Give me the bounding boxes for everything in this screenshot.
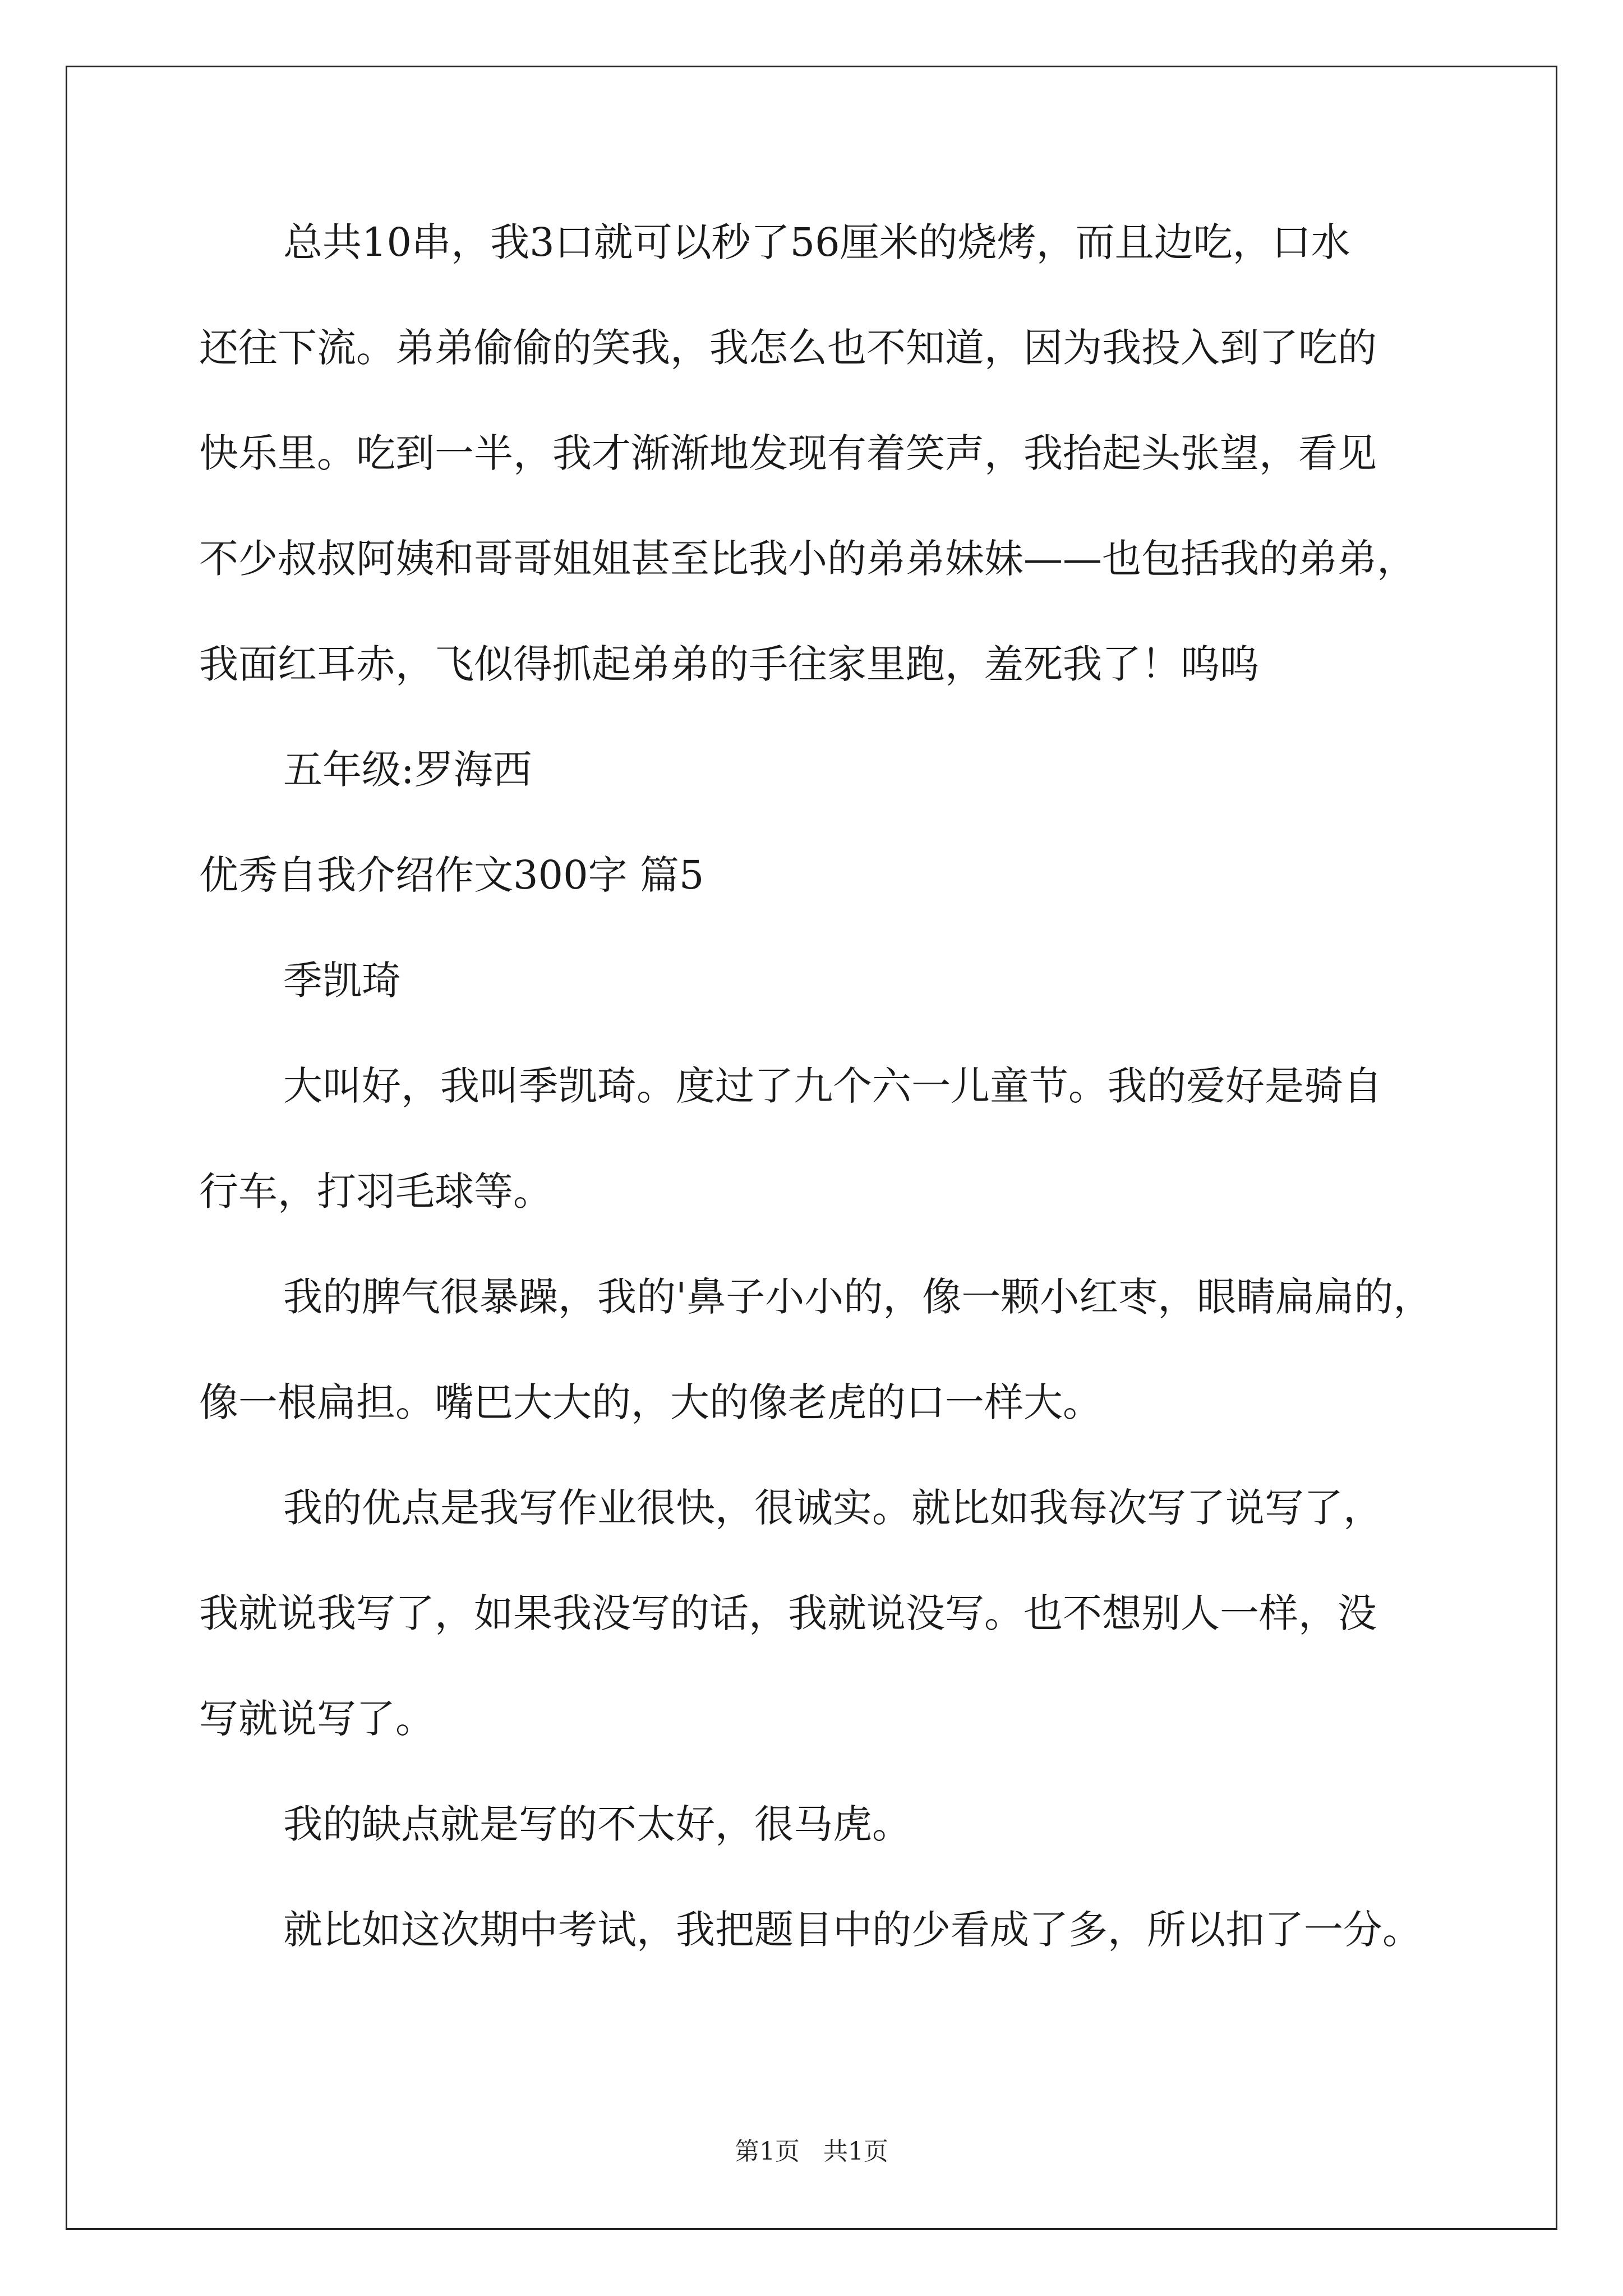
text-line: 像一根扁担。嘴巴大大的，大的像老虎的口一样大。	[199, 1379, 1102, 1425]
paragraph	[199, 1060, 1433, 1218]
paragraph	[199, 954, 1433, 1007]
paragraph	[199, 743, 1433, 796]
text-line: 不少叔叔阿姨和哥哥姐姐甚至比我小的弟弟妹妹——也包括我的弟弟，	[199, 536, 1416, 582]
page-footer	[0, 2136, 1623, 2168]
text-line: 我的脾气很暴躁，我的'鼻子小小的，像一颗小红枣，眼睛扁扁的，	[283, 1274, 1433, 1320]
page-total: 共1页	[823, 2137, 888, 2166]
text-line: 我就说我写了，如果我没写的话，我就说没写。也不想别人一样，没	[199, 1590, 1377, 1636]
text-line: 还往下流。弟弟偷偷的笑我，我怎么也不知道，因为我投入到了吃的	[199, 325, 1377, 371]
text-line: 写就说写了。	[199, 1696, 435, 1742]
author-name: 季凯琦	[283, 958, 401, 1004]
text-line: 总共10串，我3口就可以秒了56厘米的烧烤，而且边吃，口水	[283, 219, 1350, 265]
text-line: 快乐里。吃到一半，我才渐渐地发现有着笑声，我抬起头张望，看见	[199, 430, 1377, 476]
author-line: 五年级:罗海西	[283, 747, 532, 793]
document-body	[199, 216, 1433, 2009]
paragraph	[199, 1903, 1433, 1956]
page-number: 第1页	[735, 2137, 800, 2166]
text-line: 行车，打羽毛球等。	[199, 1168, 552, 1214]
text-line: 我的缺点就是写的不太好，很马虎。	[283, 1801, 911, 1847]
paragraph	[199, 1481, 1433, 1745]
text-line: 就比如这次期中考试，我把题目中的少看成了多，所以扣了一分。	[283, 1907, 1422, 1953]
paragraph	[199, 216, 1433, 691]
text-line: 我的优点是我写作业很快，很诚实。就比如我每次写了说写了，	[283, 1485, 1382, 1531]
section-heading	[199, 849, 1433, 901]
heading-line: 优秀自我介绍作文300字 篇5	[199, 852, 704, 898]
paragraph	[199, 1798, 1433, 1851]
text-line: 我面红耳赤，飞似得抓起弟弟的手往家里跑，羞死我了！呜呜	[199, 641, 1259, 687]
text-line: 大叫好，我叫季凯琦。度过了九个六一儿童节。我的爱好是骑自	[283, 1063, 1382, 1109]
paragraph	[199, 1271, 1433, 1429]
